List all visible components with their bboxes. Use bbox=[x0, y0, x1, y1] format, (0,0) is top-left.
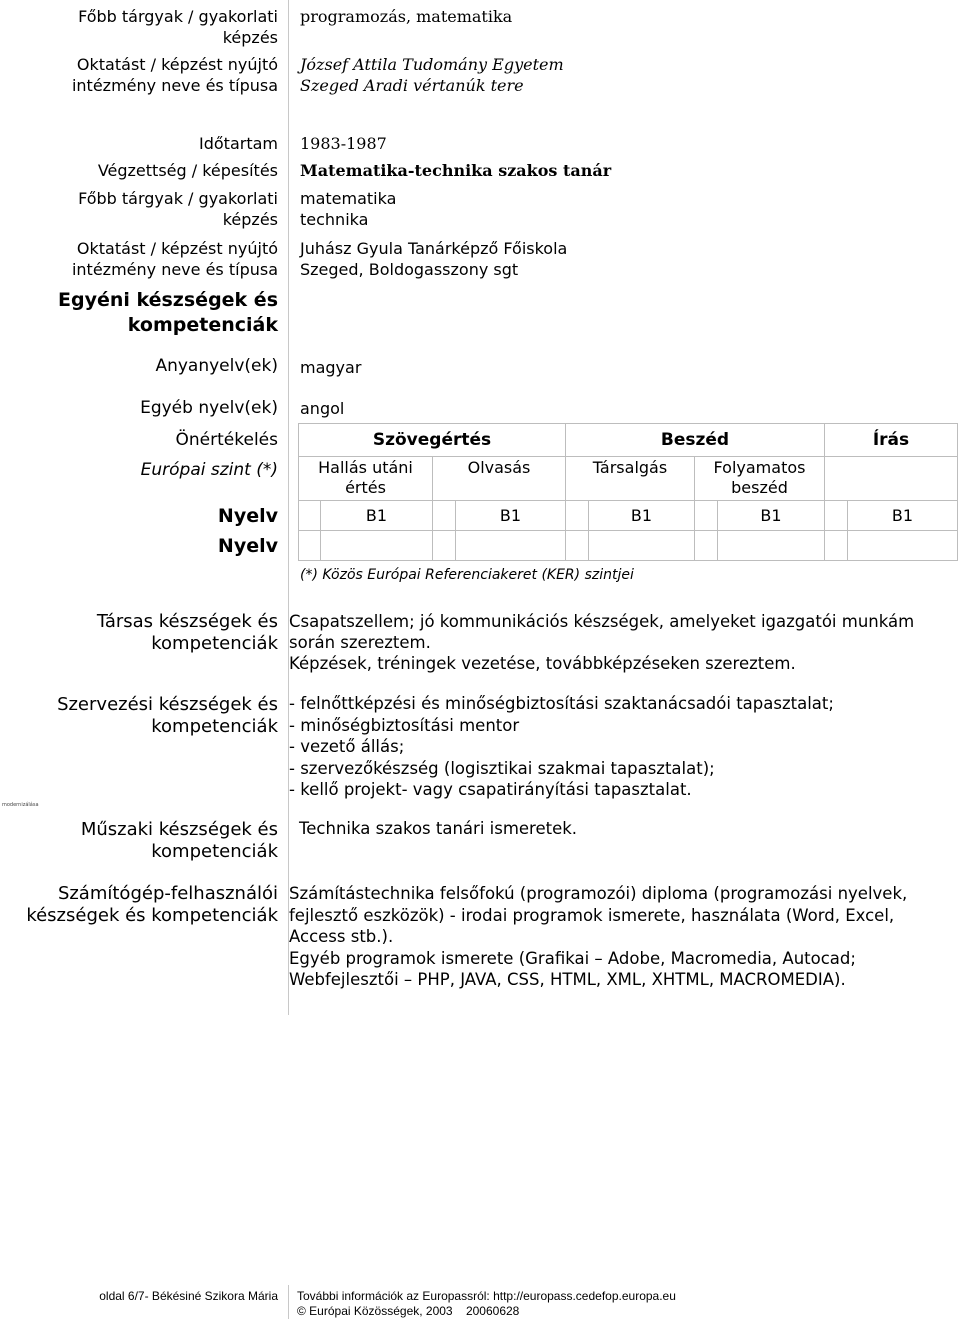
grid-sub-cell bbox=[824, 456, 958, 501]
mother-tongue-label: Anyanyelv(ek) bbox=[155, 356, 278, 376]
organisational-skills-label: Szervezési készségek és kompetenciák bbox=[57, 694, 278, 737]
grid-level-cell bbox=[432, 500, 456, 531]
grid-sub-reading: Olvasás bbox=[467, 458, 531, 477]
duration-label: Időtartam bbox=[199, 134, 278, 153]
qualification-value: Matematika-technika szakos tanár bbox=[300, 161, 612, 180]
european-level-label: Európai szint (*) bbox=[140, 460, 278, 480]
grid-level-cell bbox=[565, 500, 589, 531]
edu-subjects-value: programozás, matematika bbox=[300, 7, 513, 26]
language-row-2-label: Nyelv bbox=[217, 535, 278, 557]
grid-empty-cell bbox=[717, 530, 825, 561]
computer-skills-label: Számítógép-felhasználói készségek és kompetenciák bbox=[26, 883, 278, 926]
grid-level-reading: B1 bbox=[499, 506, 522, 525]
grid-level-cell bbox=[298, 500, 321, 531]
edu-institution-value: József Attila Tudomány Egyetem Szeged Aradi vértanúk tere bbox=[300, 55, 564, 95]
grid-empty-cell bbox=[847, 530, 958, 561]
column-divider bbox=[288, 0, 289, 1015]
grid-sub-interaction: Társalgás bbox=[592, 458, 668, 477]
social-skills-value: Csapatszellem; jó kommunikációs készségek, amelyeket igazgatói munkám során szereztem. Képzések, tréningek vezetése, továbbképzéseken szereztem. bbox=[289, 612, 915, 673]
technical-skills-value: Technika szakos tanári ismeretek. bbox=[299, 819, 578, 838]
computer-skills-value: Számítástechnika felsőfokú (programozói) diploma (programozási nyelvek, fejlesztő eszközök) - irodai programok ismerete, használata (Word, Excel, Access stb.). Egyéb programok ismerete (Grafikai – Adobe, Macromedia, Autocad; Webfejlesztői – PHP, JAVA, CSS, HTML, XML, XHTML, MACROMEDIA). bbox=[289, 884, 908, 989]
self-assessment-label: Önértékelés bbox=[175, 430, 278, 450]
grid-empty-cell bbox=[824, 530, 848, 561]
other-languages-label: Egyéb nyelv(ek) bbox=[140, 398, 278, 418]
grid-empty-cell bbox=[694, 530, 718, 561]
grid-level-cell bbox=[694, 500, 718, 531]
edu-institution-label: Oktatást / képzést nyújtó intézmény neve és típusa bbox=[71, 55, 278, 95]
grid-level-interaction: B1 bbox=[630, 506, 653, 525]
footer-copyright: © Európai Közösségek, 2003 20060628 bbox=[297, 1304, 520, 1318]
grid-empty-cell bbox=[455, 530, 566, 561]
grid-sub-listening: Hallás utáni értés bbox=[318, 458, 413, 497]
grid-level-production: B1 bbox=[760, 506, 782, 525]
qualification-label: Végzettség / képesítés bbox=[97, 161, 278, 180]
grid-sub-production: Folyamatos beszéd bbox=[713, 458, 806, 497]
grid-empty-cell bbox=[588, 530, 695, 561]
edu2-institution-value: Juhász Gyula Tanárképző Főiskola Szeged, Boldogasszony sgt bbox=[300, 239, 568, 279]
grid-header-understanding: Szövegértés bbox=[372, 430, 492, 450]
edu2-institution-label: Oktatást / képzést nyújtó intézmény neve és típusa bbox=[71, 239, 278, 279]
duration-value: 1983-1987 bbox=[300, 134, 387, 153]
organisational-skills-value: - felnőttképzési és minőségbiztosítási szaktanácsadói tapasztalat; - minőségbiztosítási mentor - vezető állás; - szervezőkészség (logisztikai szakmai tapasztalat); - kellő projekt- vagy csapatirányítási tapasztalat. bbox=[289, 694, 834, 799]
footer-divider bbox=[288, 1285, 289, 1319]
edu2-subjects-value: matematika technika bbox=[300, 189, 397, 229]
grid-empty-cell bbox=[432, 530, 456, 561]
social-skills-label: Társas készségek és kompetenciák bbox=[96, 611, 278, 654]
technical-skills-label: Műszaki készségek és kompetenciák bbox=[80, 819, 278, 862]
skills-heading: Egyéni készségek és kompetenciák bbox=[57, 289, 278, 336]
grid-level-writing: B1 bbox=[891, 506, 914, 525]
side-mark: modernizálása bbox=[2, 802, 39, 808]
language-row-1-label: Nyelv bbox=[217, 505, 278, 527]
mother-tongue-value: magyar bbox=[300, 358, 362, 377]
language-grid-note: (*) Közös Európai Referenciakeret (KER) szintjei bbox=[300, 567, 634, 583]
footer-page-info: oldal 6/7- Békésiné Szikora Mária bbox=[99, 1289, 278, 1303]
grid-header-speaking: Beszéd bbox=[660, 430, 730, 450]
footer-europass-link: További információk az Europassról: http://europass.cedefop.europa.eu bbox=[297, 1289, 676, 1303]
other-languages-value: angol bbox=[300, 399, 345, 418]
grid-level-cell bbox=[824, 500, 848, 531]
grid-empty-cell bbox=[565, 530, 589, 561]
grid-level-listening: B1 bbox=[365, 506, 388, 525]
grid-header-writing: Írás bbox=[872, 430, 910, 450]
grid-empty-cell bbox=[320, 530, 433, 561]
edu2-subjects-label: Főbb tárgyak / gyakorlati képzés bbox=[78, 189, 278, 229]
edu-subjects-label: Főbb tárgyak / gyakorlati képzés bbox=[78, 7, 278, 47]
grid-empty-cell bbox=[298, 530, 321, 561]
